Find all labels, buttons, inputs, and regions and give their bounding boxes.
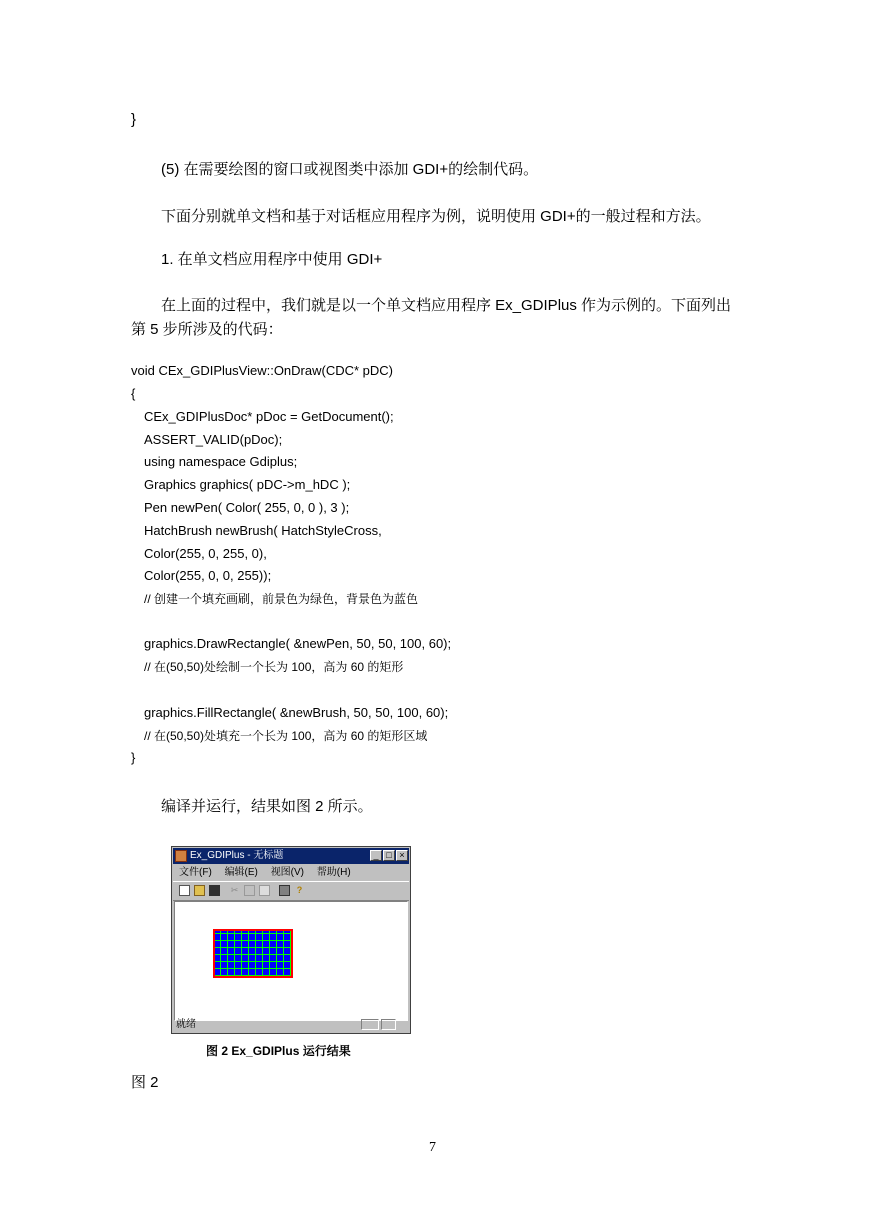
code-line: Pen newPen( Color( 255, 0, 0 ), 3 ); (144, 500, 350, 515)
code-line: Color(255, 0, 255, 0), (144, 546, 267, 561)
code-line: graphics.DrawRectangle( &newPen, 50, 50, 100, 60); (144, 636, 452, 651)
code-comment: // 创建一个填充画刷，前景色为绿色，背景色为蓝色 (144, 592, 419, 606)
print-icon[interactable] (279, 885, 290, 896)
maximize-icon[interactable]: □ (383, 850, 395, 861)
window-titlebar (173, 848, 409, 864)
copy-icon[interactable] (244, 885, 255, 896)
code-comment: // 在(50,50)处绘制一个长为 100，高为 60 的矩形 (144, 660, 404, 674)
paragraph-line-1: 在上面的过程中，我们就是以一个单文档应用程序 Ex_GDIPlus 作为示例的。下面列出 (161, 297, 732, 314)
app-icon (175, 850, 187, 862)
save-icon[interactable] (209, 885, 220, 896)
code-line: ASSERT_VALID(pDoc); (144, 432, 283, 447)
paste-icon[interactable] (259, 885, 270, 896)
status-panel (381, 1019, 396, 1030)
menu-bar (173, 865, 409, 881)
menu-view[interactable]: 视图(V) (270, 867, 305, 878)
menu-help[interactable]: 帮助(H) (316, 867, 351, 878)
hatched-rectangle (175, 902, 411, 1020)
close-icon[interactable]: × (396, 850, 408, 861)
cut-icon[interactable]: ✂ (230, 885, 239, 895)
code-line: void CEx_GDIPlusView::OnDraw(CDC* pDC) (131, 363, 393, 378)
status-text: 就绪 (176, 1019, 196, 1030)
status-bar (173, 1018, 409, 1032)
code-line: using namespace Gdiplus; (144, 454, 298, 469)
page-number: 7 (429, 1140, 436, 1155)
help-icon[interactable]: ? (296, 885, 303, 895)
step-5-text: (5) 在需要绘图的窗口或视图类中添加 GDI+的绘制代码。 (161, 161, 539, 178)
code-comment: // 在(50,50)处填充一个长为 100，高为 60 的矩形区域 (144, 729, 428, 743)
status-panel (361, 1019, 379, 1030)
section-heading: 1. 在单文档应用程序中使用 GDI+ (161, 251, 383, 268)
new-file-icon[interactable] (179, 885, 190, 896)
menu-edit[interactable]: 编辑(E) (224, 867, 258, 878)
code-line: HatchBrush newBrush( HatchStyleCross, (144, 523, 382, 538)
figure-caption: 图 2 Ex_GDIPlus 运行结果 (206, 1044, 351, 1058)
menu-file[interactable]: 文件(F) (179, 867, 212, 878)
client-area (174, 901, 408, 1021)
intro-paragraph: 下面分别就单文档和基于对话框应用程序为例，说明使用 GDI+的一般过程和方法。 (161, 208, 711, 225)
compile-run-text: 编译并运行，结果如图 2 所示。 (161, 798, 373, 815)
code-line: graphics.FillRectangle( &newBrush, 50, 50, 100, 60); (144, 705, 449, 720)
filled-rectangle (214, 930, 292, 977)
toolbar (173, 881, 409, 901)
code-line: } (131, 750, 136, 765)
code-line: CEx_GDIPlusDoc* pDoc = GetDocument(); (144, 409, 394, 424)
code-line: { (131, 386, 136, 401)
code-line: Color(255, 0, 0, 255)); (144, 568, 272, 583)
code-line: Graphics graphics( pDC->m_hDC ); (144, 477, 351, 492)
window-title: Ex_GDIPlus - 无标题 (190, 850, 284, 861)
app-window-screenshot (171, 846, 411, 1034)
minimize-icon[interactable]: _ (370, 850, 382, 861)
figure-label: 图 2 (131, 1074, 159, 1091)
paragraph-line-2: 第 5 步所涉及的代码： (131, 321, 283, 338)
open-folder-icon[interactable] (194, 885, 205, 896)
closing-brace: } (131, 111, 137, 128)
